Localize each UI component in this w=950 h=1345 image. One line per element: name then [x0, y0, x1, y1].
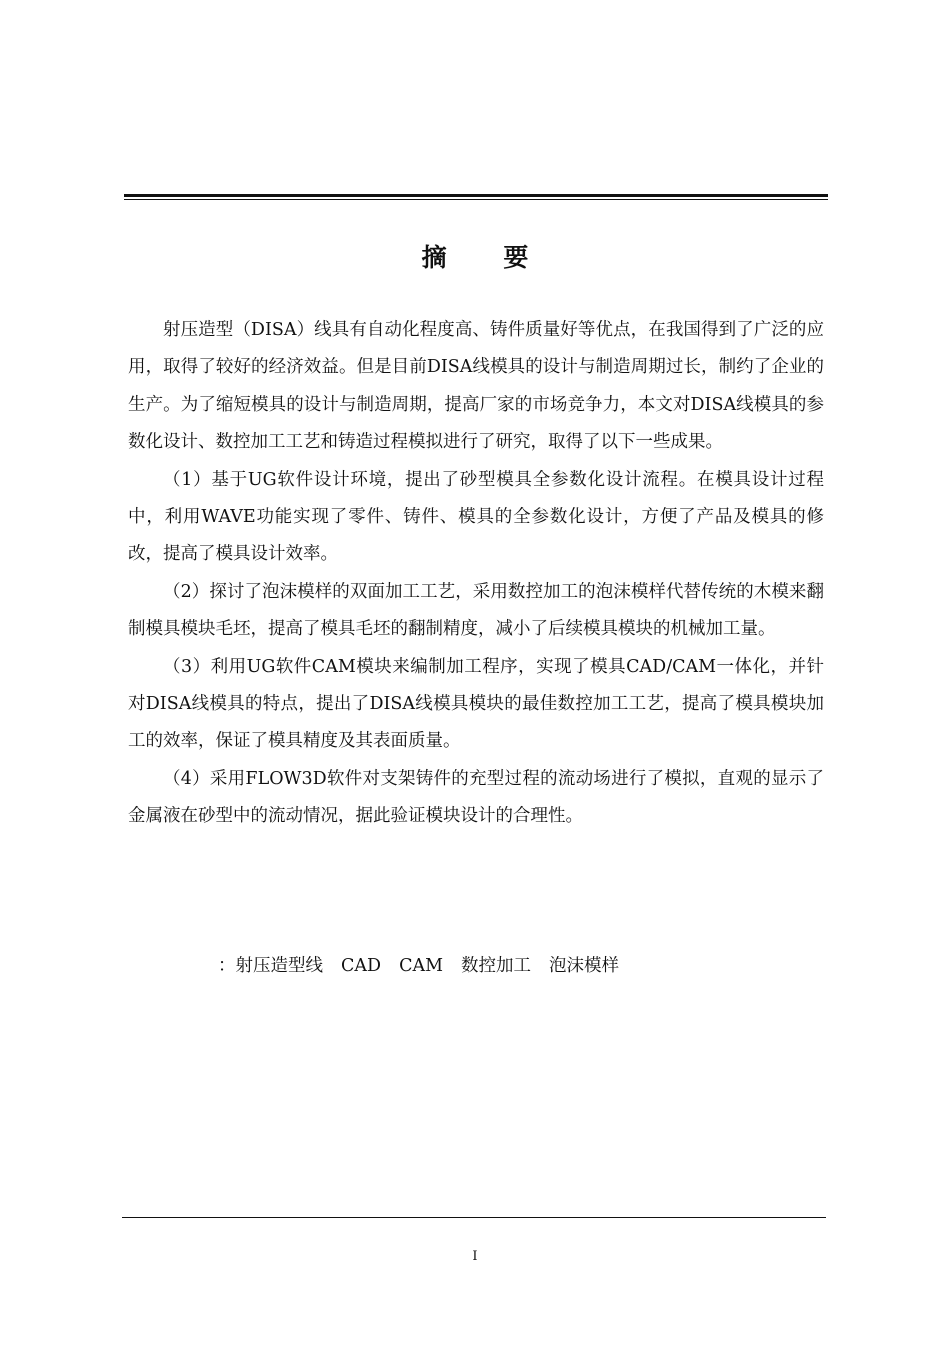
abstract-title: 摘 要: [421, 243, 553, 272]
footer-rule: [122, 1217, 826, 1218]
keyword-item: 射压造型线: [235, 956, 323, 976]
keyword-item: 泡沫模样: [549, 956, 620, 976]
abstract-body: [128, 312, 824, 836]
abstract-paragraph-1: （1）基于UG软件设计环境，提出了砂型模具全参数化设计流程。在模具设计过程中，利用WAVE功能实现了零件、铸件、模具的全参数化设计，方便了产品及模具的修改，提高了模具设计效率。: [128, 469, 824, 565]
header-rule-thick: [124, 194, 828, 197]
header-rule-thin: [124, 199, 828, 200]
abstract-paragraph-3: （3）利用UG软件CAM模块来编制加工程序，实现了模具CAD/CAM一体化，并针对DISA线模具的特点，提出了DISA线模具模块的最佳数控加工工艺，提高了模具模块加工的效率，保证了模具精度及其表面质量。: [128, 656, 824, 752]
keywords-prefix: ：: [218, 956, 236, 976]
keyword-item: 数控加工: [461, 956, 532, 976]
keyword-item: CAD: [341, 956, 382, 976]
abstract-paragraph-2: （2）探讨了泡沫模样的双面加工工艺，采用数控加工的泡沫模样代替传统的木模来翻制模具模块毛坯，提高了模具毛坯的翻制精度，减小了后续模具模块的机械加工量。: [128, 581, 824, 640]
abstract-paragraph-intro: 射压造型（DISA）线具有自动化程度高、铸件质量好等优点，在我国得到了广泛的应用，取得了较好的经济效益。但是目前DISA线模具的设计与制造周期过长，制约了企业的生产。为了缩短模具的设计与制造周期，提高厂家的市场竞争力，本文对DISA线模具的参数化设计、数控加工工艺和铸造过程模拟进行了研究，取得了以下一些成果。: [128, 320, 824, 453]
abstract-paragraph-4: （4）采用FLOW3D软件对支架铸件的充型过程的流动场进行了模拟，直观的显示了金属液在砂型中的流动情况，据此验证模块设计的合理性。: [128, 768, 824, 827]
keyword-item: CAM: [399, 956, 444, 976]
keywords-line: [218, 948, 637, 985]
page-number: I: [472, 1249, 478, 1264]
